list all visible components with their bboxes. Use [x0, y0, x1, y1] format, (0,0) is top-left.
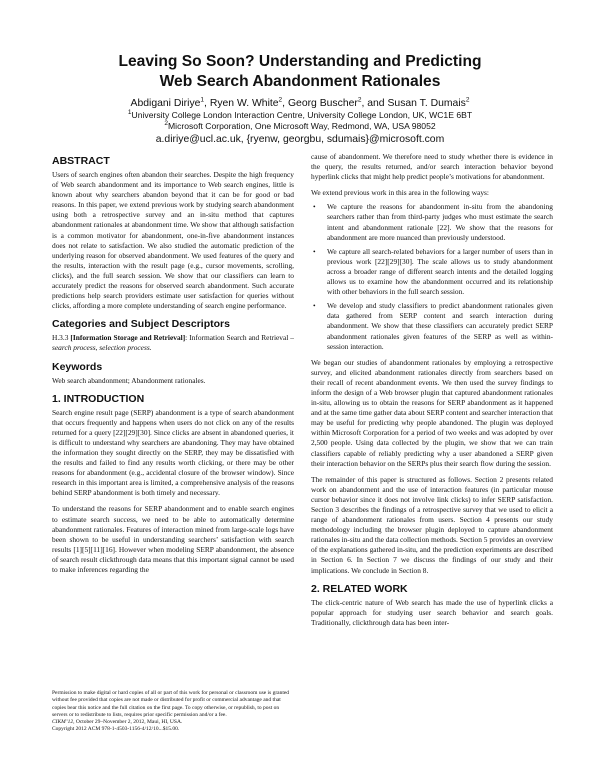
contribution-list [311, 202, 553, 351]
right-column [311, 152, 553, 628]
list-item [313, 202, 553, 242]
author-name: Georg Buscher [287, 98, 358, 109]
author-affil-mark: 2 [465, 96, 470, 104]
venue-details: , October 29–November 2, 2012, Maui, HI, USA. [73, 719, 183, 726]
related-work-heading: 2. RELATED WORK [311, 582, 408, 595]
right-paragraph-1: cause of abandonment. We therefore need to study whether there is evidence in the query, the results returned, and/or search interaction behavior beyond hyperlink clicks that might help predict people’s motivations for abandonment. [311, 152, 553, 182]
affiliation-text: Microsoft Corporation, One Microsoft Way, Redmond, WA, USA 98052 [168, 121, 436, 131]
intro-paragraph-1: Search engine result page (SERP) abandonment is a type of search abandonment that occurs frequently and happens when users do not click on any of the results returned for a query [22][29][30]. Since clicks are absent in abandoned queries, it is difficult to understand why searchers are abandoning. They may have obtained the information they sought directly on the SERP, they may be dissatisfied with the results and failed to find any results worth clicking, or there may be other reasons for abandonment (e.g., accidental closure of the browser window). Since research in this important area is limited, a comprehensive analysis of the reasons behind SERP abandonment is both timely and necessary. [52, 407, 294, 498]
categories-code: H.3.3 [52, 333, 71, 343]
list-item-text: We develop and study classifiers to predict abandonment rationales given data gathered from SERP content and search interaction during abandonment. We show that these classifiers can accurately predict SERP abandonment rationales given features of the SERP as well as within-session interaction. [327, 301, 553, 351]
right-paragraph-3: We began our studies of abandonment rationales by employing a retrospective survey, and elicited abandonment rationales directly from searchers based on their recall of recent abandonment events. We then used the survey findings to inform the design of a Web browser plugin that captured abandonment rationales in-situ, allowing us to obtain the reasons for SERP abandonment as it happened and at the same time gather data about SERP content and searcher interaction that may be useful for predicting why people abandoned. The plugin was deployed within Microsoft Corporation for a period of two weeks and was adopted by over 2,500 people. Using data collected by the plugin, we show that we can train classifiers capable of reliably predicting why a user abandoned a SERP given their interaction behavior on the SERPs plus their search flow during the session. [311, 357, 553, 468]
categories-bold: [Information Storage and Retrieval] [70, 333, 186, 343]
permission-notice [52, 690, 294, 734]
intro-paragraph-2: To understand the reasons for SERP abandonment and to enable search engines to estimate search success, we need to be able to automatically determine abandonment rationales. Features of interaction mined from large-scale logs have been shown to be useful in understanding searchers’ satisfaction with search results [1][5][11][16]. However when modeling SERP abandonment, the absence of search result clickthrough data means that this important signal cannot be used to make inferences regarding the [52, 504, 294, 574]
left-column [52, 155, 294, 575]
abstract-text: Users of search engines often abandon their searches. Despite the high frequency of Web search abandonment and its importance to Web search engines, little is known about why searchers abandon beyond that it can be for good or bad reasons. In this paper, we extend previous work by studying search abandonment using both a retrospective survey and an in-situ method that captures abandonment rationales at abandonment time. We show that although satisfaction is a common motivator for abandonment, one-in-five abandonment instances does not relate to satisfaction. We also studied the automatic prediction of the underlying reason for observed abandonment. We used features of the query and the results, interaction with the result page (e.g., cursor movements, scrolling, clicks), and the full search session. We show that our classifiers can learn to accurately predict the reasons for observed search abandonment. Such accurate predictions help search providers estimate user satisfaction for queries without clicks, affording a more complete understanding of search engine performance. [52, 170, 294, 311]
bullet-icon: • [313, 301, 316, 311]
paper-title-line-2: Web Search Abandonment Rationales [159, 73, 441, 90]
categories-heading: Categories and Subject Descriptors [52, 318, 230, 331]
affil-mark: 2 [164, 120, 168, 128]
list-item-text: We capture the reasons for abandonment in-situ from the abandoning searchers rather than from third-party judges who must estimate the search intent and abandonment rationale [22]. We show that the reasons for abandonment are more nuanced than previously understood. [327, 202, 553, 242]
venue-name: CIKM’12 [52, 719, 74, 726]
author-name: Susan T. Dumais [387, 98, 466, 109]
author-affil-mark: 2 [278, 96, 283, 104]
author-affil-mark: 2 [357, 96, 362, 104]
author-name: Abdigani Diriye [130, 98, 201, 109]
copyright-line: Copyright 2012 ACM 978-1-4503-1156-4/12/10...$15.00. [52, 726, 180, 733]
author-emails: a.diriye@ucl.ac.uk, {ryenw, georgbu, sdumais}@microsoft.com [155, 134, 445, 145]
author-separator: , [282, 98, 288, 109]
bullet-icon: • [313, 202, 316, 212]
abstract-heading: ABSTRACT [52, 155, 110, 167]
keywords-text: Web search abandonment; Abandonment rationales. [52, 375, 206, 385]
affil-mark: 1 [127, 109, 132, 117]
categories-rest: : Information Search and Retrieval – [185, 333, 295, 343]
author-and: and [367, 98, 388, 109]
author-separator: , [204, 98, 210, 109]
categories-italic: search process, selection process. [52, 343, 152, 353]
author-name: Ryen W. White [209, 98, 279, 109]
affiliation-1 [40, 110, 560, 121]
affiliation-2 [40, 121, 560, 132]
paper-title-line-1: Leaving So Soon? Understanding and Predicting [118, 53, 482, 70]
author-affil-mark: 1 [200, 96, 205, 104]
permission-text: Permission to make digital or hard copies of all or part of this work for personal or classroom use is granted without fee provided that copies are not made or distributed for profit or commercial advantage and that copies bear this notice and the full citation on the first page. To copy otherwise, or republish, to post on servers or to redistribute to lists, requires prior specific permission and/or a fee. [52, 690, 290, 718]
bullet-icon: • [313, 246, 316, 256]
list-item [313, 246, 553, 297]
right-paragraph-2: We extend previous work in this area in the following ways: [311, 188, 489, 198]
right-paragraph-5: The click-centric nature of Web search has made the use of hyperlink clicks a popular approach for studying user search behavior and search goals. Traditionally, clickthrough data has been inter- [311, 597, 553, 627]
list-item [313, 301, 553, 351]
keywords-heading: Keywords [52, 360, 103, 373]
affiliation-text: University College London Interaction Centre, University College London, UK, WC1E 6BT [131, 110, 473, 120]
introduction-heading: 1. INTRODUCTION [52, 392, 145, 405]
author-list [40, 97, 560, 110]
right-paragraph-4: The remainder of this paper is structured as follows. Section 2 presents related work on abandonment and the use of interaction features (in particular mouse cursor behavior since it does not involve link clicks) to infer SERP satisfaction. Section 3 describes the findings of a retrospective survey that we used to elicit a range of abandonment rationales from users. Section 4 presents our study methodology including the browser plugin deployed to capture abandonment rationales in-situ and the data collection methods. Section 5 provides an overview of the explanations gathered in-situ, and the prediction experiments are described in Section 6. In Section 7 we discuss the findings of our study and their implications. We conclude in Section 8. [311, 474, 553, 575]
list-item-text: We capture all search-related behaviors for a larger number of users than in previous work [22][29][30]. The scale allows us to study abandonment across a broader range of different search intents and the detailed logging allows us to examine how the abandonment occurred and its relationship with other behaviors in the full search session. [327, 246, 553, 297]
categories-text [52, 333, 294, 353]
title-block [40, 52, 560, 146]
author-separator: , [361, 98, 368, 109]
